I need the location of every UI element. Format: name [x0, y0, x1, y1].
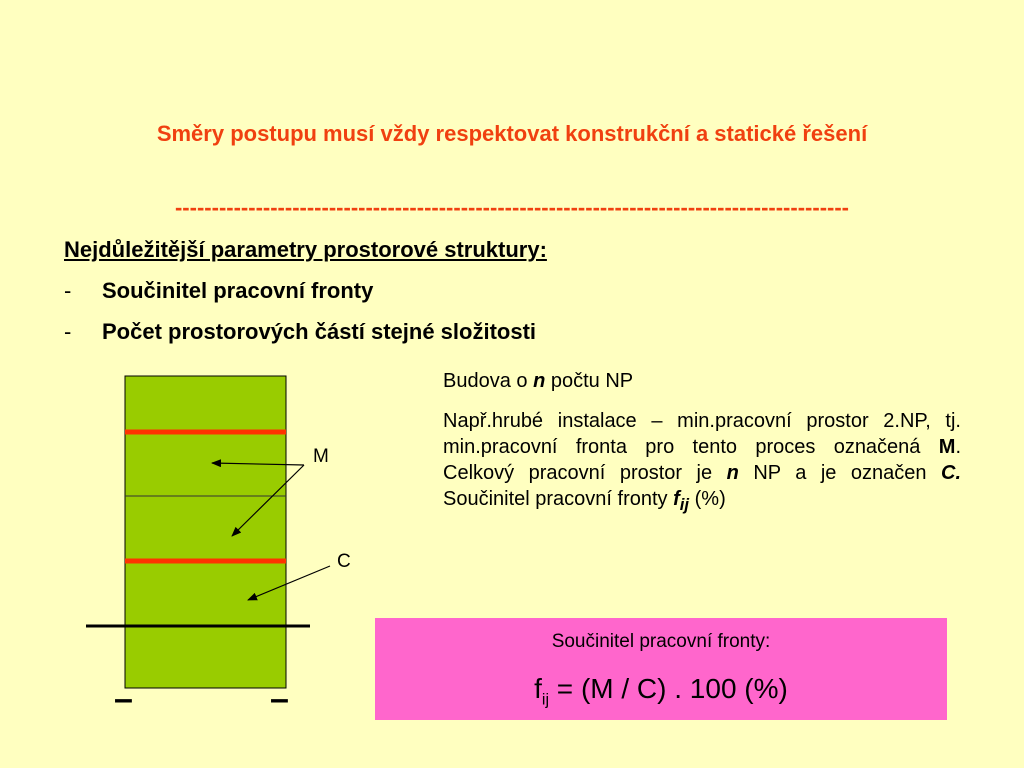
parameters-heading: Nejdůležitější parametry prostorové struktury:	[64, 237, 547, 262]
bullet-text: Součinitel pracovní fronty	[102, 278, 374, 303]
bottom-mark-left: –	[114, 680, 133, 718]
formula-label: Součinitel pracovní fronty:	[551, 631, 771, 652]
description-text	[443, 368, 961, 518]
title-separator: --------------------------------------------------------------------------------------------	[174, 195, 849, 220]
formula: $f_{ij} = (M / C)$ . 100 (%)	[534, 673, 788, 709]
label-c: C	[337, 551, 351, 572]
work-front-explanation: Např.hrubé instalace – min.pracovní prostor 2.NP, tj. min.pracovní fronta pro tento proces označená M. Celkový pracovní prostor je n NP a je označen C. Součinitel pracovní fronty $f_{ij}$ (%)	[443, 410, 961, 514]
label-m: M	[313, 446, 329, 467]
building-block	[125, 376, 286, 688]
bullet-dash: -	[64, 319, 72, 344]
building-floors-line: Budova o n počtu NP	[443, 370, 634, 392]
bullet-text: Počet prostorových částí stejné složitosti	[102, 319, 537, 344]
slide-title: Směry postupu musí vždy respektovat konstrukční a statické řešení	[156, 121, 868, 146]
bullet-dash: -	[64, 278, 72, 303]
bottom-mark-right: –	[270, 680, 289, 718]
formula-box	[375, 618, 947, 720]
